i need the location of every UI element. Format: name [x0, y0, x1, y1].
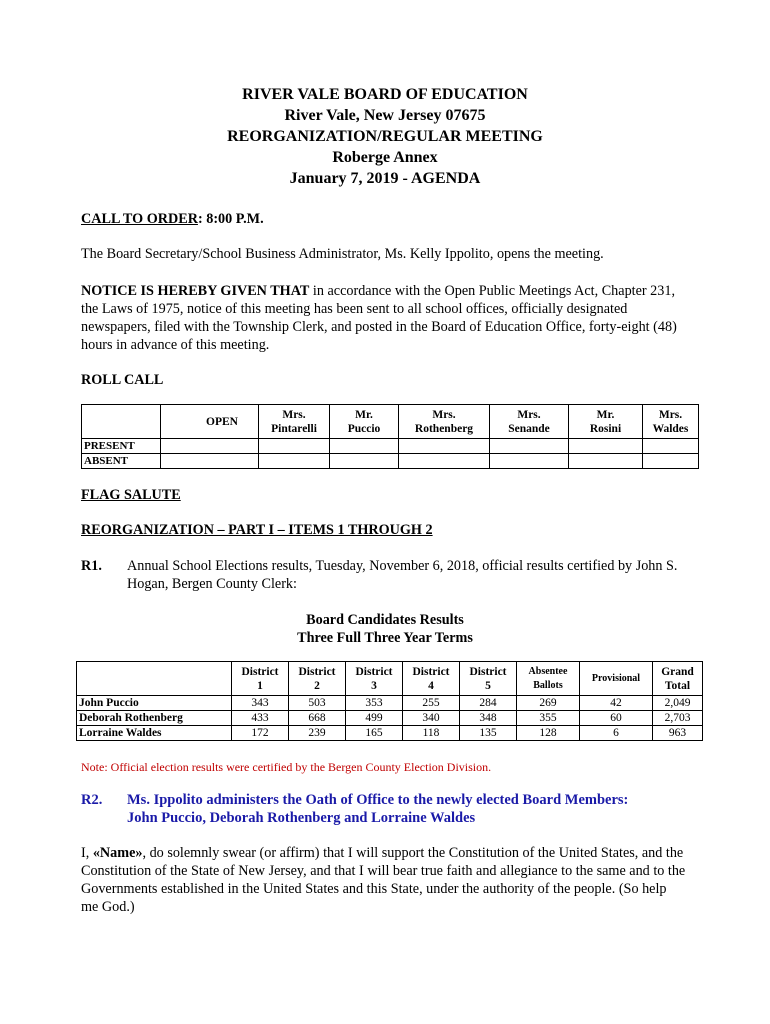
result-cell: 2,049 — [653, 696, 703, 711]
result-cell: 963 — [653, 726, 703, 741]
candidate-name: Deborah Rothenberg — [77, 711, 232, 726]
roll-call-row-absent — [82, 454, 699, 469]
results-title-2: Three Full Three Year Terms — [297, 630, 473, 646]
item-r2-line-1: Ms. Ippolito administers the Oath of Office to the newly elected Board Members: — [127, 792, 629, 808]
roll-cell — [569, 439, 643, 454]
item-r2-number: R2. — [81, 792, 103, 808]
roll-cell — [490, 454, 569, 469]
roll-call-header-row — [82, 405, 699, 439]
roll-col-rothenberg — [399, 405, 490, 439]
roll-col-name: Waldes — [652, 422, 689, 435]
result-cell: 343 — [232, 696, 289, 711]
result-cell: 340 — [403, 711, 460, 726]
header-line-4: Roberge Annex — [332, 149, 438, 166]
results-col-district-3 — [346, 662, 403, 696]
results-col-line2: Ballots — [533, 679, 563, 691]
results-row-puccio — [77, 696, 703, 711]
roll-col-waldes — [643, 405, 699, 439]
result-cell: 135 — [460, 726, 517, 741]
result-cell: 355 — [517, 711, 580, 726]
roll-row-label: ABSENT — [82, 454, 161, 469]
header-line-5: January 7, 2019 - AGENDA — [289, 170, 481, 187]
results-col-district-2 — [289, 662, 346, 696]
roll-call-table — [81, 404, 699, 469]
result-cell: 118 — [403, 726, 460, 741]
item-r2-line-2: John Puccio, Deborah Rothenberg and Lorraine Waldes — [127, 810, 476, 826]
result-cell: 128 — [517, 726, 580, 741]
roll-col-senande — [490, 405, 569, 439]
result-cell: 172 — [232, 726, 289, 741]
roll-col-title: Mr. — [355, 408, 373, 421]
results-col-line2: 1 — [257, 679, 263, 692]
results-col-line2: 5 — [485, 679, 491, 692]
result-cell: 353 — [346, 696, 403, 711]
result-cell: 60 — [580, 711, 653, 726]
result-cell: 42 — [580, 696, 653, 711]
roll-col-open — [161, 405, 259, 439]
roll-col-title: Mrs. — [432, 408, 456, 421]
results-row-rothenberg — [77, 711, 703, 726]
roll-col-name: Rosini — [589, 422, 622, 435]
call-to-order-time: : 8:00 P.M. — [197, 211, 264, 227]
candidate-name: John Puccio — [77, 696, 232, 711]
results-col-line1: Absentee — [528, 665, 568, 677]
results-col-line1: District — [241, 665, 279, 678]
document-header — [0, 84, 770, 189]
roll-col-name: Pintarelli — [271, 422, 317, 435]
results-col-line1: District — [412, 665, 450, 678]
roll-call-corner-cell — [82, 405, 161, 439]
opening-statement: The Board Secretary/School Business Administrator, Ms. Kelly Ippolito, opens the meeting. — [81, 246, 604, 262]
oath-pre: I, — [81, 845, 93, 861]
oath-text: , do solemnly swear (or affirm) that I will support the Constitution of the United States, and the Constitution of the State of New Jersey, and that I will bear true faith and allegiance to the same and to the Governments established in the United States and this State, under the authority of the people. (So help me God.) — [81, 845, 686, 915]
roll-col-name: Puccio — [347, 422, 381, 435]
roll-col-name: Rothenberg — [414, 422, 474, 435]
results-col-district-1 — [232, 662, 289, 696]
result-cell: 2,703 — [653, 711, 703, 726]
result-cell: 165 — [346, 726, 403, 741]
result-cell: 433 — [232, 711, 289, 726]
roll-cell — [490, 439, 569, 454]
results-row-waldes — [77, 726, 703, 741]
results-col-line1: District — [469, 665, 507, 678]
results-col-line2: Total — [664, 679, 691, 692]
call-to-order — [81, 210, 691, 228]
result-cell: 503 — [289, 696, 346, 711]
oath-name-field: «Name» — [92, 845, 143, 861]
roll-cell — [569, 454, 643, 469]
election-note: Note: Official election results were certified by the Bergen County Election Division. — [81, 760, 492, 774]
notice-paragraph — [81, 282, 691, 354]
results-col-absentee — [517, 662, 580, 696]
header-line-3: REORGANIZATION/REGULAR MEETING — [227, 128, 543, 145]
roll-call-title: ROLL CALL — [81, 372, 164, 388]
results-col-line2: 4 — [428, 679, 434, 692]
item-r1-text: Annual School Elections results, Tuesday, November 6, 2018, official results certified by John S. Hogan, Bergen County Clerk: — [127, 558, 678, 592]
results-col-line1: District — [355, 665, 393, 678]
roll-cell — [161, 454, 259, 469]
candidate-name: Lorraine Waldes — [77, 726, 232, 741]
roll-col-title: Mrs. — [282, 408, 306, 421]
results-col-grand-total — [653, 662, 703, 696]
results-col-district-4 — [403, 662, 460, 696]
result-cell: 348 — [460, 711, 517, 726]
roll-col-title: Mr. — [596, 408, 615, 421]
oath-paragraph — [81, 844, 686, 916]
election-results-table — [76, 661, 703, 741]
roll-cell — [399, 439, 490, 454]
result-cell: 269 — [517, 696, 580, 711]
roll-cell — [399, 454, 490, 469]
roll-col-title: Mrs. — [658, 408, 683, 421]
result-cell: 239 — [289, 726, 346, 741]
results-title-1: Board Candidates Results — [306, 612, 464, 628]
result-cell: 6 — [580, 726, 653, 741]
roll-col-title: Mrs. — [517, 408, 541, 421]
roll-cell — [161, 439, 259, 454]
roll-col-name: Senande — [508, 422, 550, 435]
results-col-line1: District — [298, 665, 336, 678]
reorganization-heading: REORGANIZATION – PART I – ITEMS 1 THROUGH 2 — [81, 522, 433, 538]
roll-cell — [643, 454, 699, 469]
roll-cell — [643, 439, 699, 454]
roll-row-label: PRESENT — [82, 439, 161, 454]
results-col-district-5 — [460, 662, 517, 696]
header-line-1: RIVER VALE BOARD OF EDUCATION — [242, 86, 528, 103]
roll-cell — [330, 439, 399, 454]
roll-cell — [259, 439, 330, 454]
result-cell: 284 — [460, 696, 517, 711]
roll-col-puccio — [330, 405, 399, 439]
roll-cell — [259, 454, 330, 469]
item-r2-text — [127, 791, 727, 827]
flag-salute-heading: FLAG SALUTE — [81, 487, 181, 503]
results-title — [0, 611, 770, 647]
roll-col-open-label: OPEN — [206, 415, 238, 428]
roll-cell — [330, 454, 399, 469]
results-col-line2: 3 — [371, 679, 377, 692]
result-cell: 255 — [403, 696, 460, 711]
results-col-provisional — [580, 662, 653, 696]
result-cell: 668 — [289, 711, 346, 726]
item-r1-number: R1. — [81, 558, 102, 574]
results-col-line2: 2 — [314, 679, 320, 692]
result-cell: 499 — [346, 711, 403, 726]
results-col-line1: Grand — [661, 665, 694, 678]
results-header-row — [77, 662, 703, 696]
results-col-line2: Provisional — [591, 672, 641, 684]
results-corner-cell — [77, 662, 232, 696]
roll-call-row-present — [82, 439, 699, 454]
roll-col-pintarelli — [259, 405, 330, 439]
notice-text: in accordance with the Open Public Meetings Act, Chapter 231, the Laws of 1975, notice of this meeting has been sent to all school offices, officially designated newspapers, filed with the Township Clerk, and posted in the Board of Education Office, forty-eight (48) hours in advance of this meeting. — [81, 283, 677, 353]
call-to-order-label: CALL TO ORDER — [81, 211, 198, 227]
roll-col-rosini — [569, 405, 643, 439]
notice-bold: NOTICE IS HEREBY GIVEN THAT — [81, 283, 310, 299]
header-line-2: River Vale, New Jersey 07675 — [284, 107, 486, 124]
